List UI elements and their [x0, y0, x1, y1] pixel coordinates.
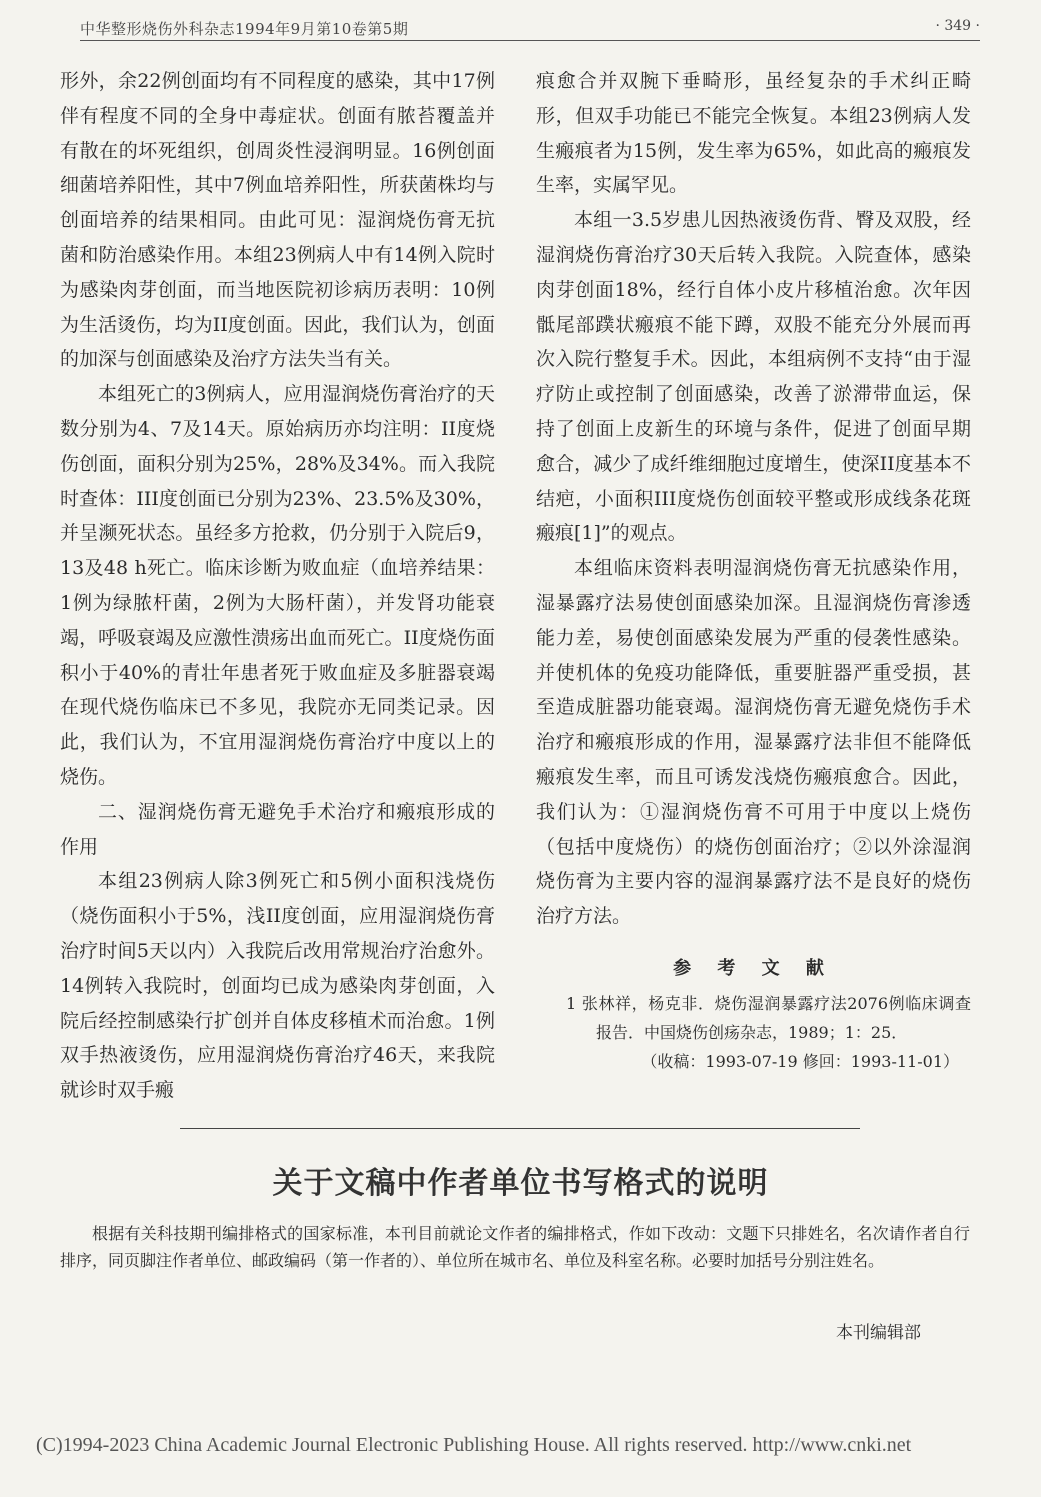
editorial-signature: 本刊编辑部 — [836, 1323, 921, 1343]
journal-citation: 中华整形烧伤外科杂志1994年9月第10卷第5期 — [80, 20, 409, 38]
right-column — [536, 64, 971, 1076]
reference-1: 1 张林祥，杨克非．烧伤湿润暴露疗法2076例临床调查报告．中国烧伤创疡杂志，1989；1：25． — [566, 993, 971, 1042]
notice-title: 关于文稿中作者单位书写格式的说明 — [272, 1166, 769, 1201]
left-column — [60, 64, 495, 1108]
left-paragraph-1: 形外，余22例创面均有不同程度的感染，其中17例伴有程度不同的全身中毒症状。创面有脓苔覆盖并有散在的坏死组织，创周炎性浸润明显。16例创面细菌培养阳性，其中7例血培养阳性，所获菌株均与创面培养的结果相同。由此可见：湿润烧伤膏无抗菌和防治感染作用。本组23例病人中有14例入院时为感染肉芽创面，而当地医院初诊病历表明：10例为生活烫伤，均为II度创面。因此，我们认为，创面的加深与创面感染及治疗方法失当有关。 — [60, 70, 495, 371]
header-rule — [80, 40, 980, 41]
right-paragraph-1: 痕愈合并双腕下垂畸形，虽经复杂的手术纠正畸形，但双手功能已不能完全恢复。本组23例病人发生瘢痕者为15例，发生率为65%，如此高的瘢痕发生率，实属罕见。 — [536, 70, 971, 197]
references-title: 参 考 文 献 — [673, 957, 834, 979]
left-paragraph-3: 本组23例病人除3例死亡和5例小面积浅烧伤（烧伤面积小于5%，浅II度创面，应用湿润烧伤膏治疗时间5天以内）入我院后改用常规治疗治愈外。14例转入我院时，创面均已成为感染肉芽创面，入院后经控制感染行扩创并自体皮移植术而治愈。1例双手热液烫伤，应用湿润烧伤膏治疗46天，来我院就诊时双手瘢 — [60, 870, 495, 1102]
section-heading: 二、湿润烧伤膏无避免手术治疗和瘢痕形成的作用 — [60, 800, 495, 858]
section-separator — [180, 1128, 860, 1129]
running-header — [80, 14, 980, 40]
notice-body: 根据有关科技期刊编排格式的国家标准，本刊目前就论文作者的编排格式，作如下改动：文题下只排姓名，名次请作者自行排序，同页脚注作者单位、邮政编码（第一作者的）、单位所在城市名、单位及科室名称。必要时加括号分别注姓名。 — [60, 1224, 970, 1270]
received-revised-dates: （收稿：1993-07-19 修回：1993-11-01） — [641, 1051, 959, 1071]
right-paragraph-3: 本组临床资料表明湿润烧伤膏无抗感染作用，湿暴露疗法易使创面感染加深。且湿润烧伤膏渗透能力差，易使创面感染发展为严重的侵袭性感染。并使机体的免疫功能降低，重要脏器严重受损，甚至造成脏器功能衰竭。湿润烧伤膏无避免烧伤手术治疗和瘢痕形成的作用，湿暴露疗法非但不能降低瘢痕发生率，而且可诱发浅烧伤瘢痕愈合。因此，我们认为：①湿润烧伤膏不可用于中度以上烧伤（包括中度烧伤）的烧伤创面治疗；②以外涂湿润烧伤膏为主要内容的湿润暴露疗法不是良好的烧伤治疗方法。 — [536, 557, 971, 928]
page-number: · 349 · — [935, 18, 980, 34]
left-paragraph-2: 本组死亡的3例病人，应用湿润烧伤膏治疗的天数分别为4、7及14天。原始病历亦均注明：II度烧伤创面，面积分别为25%，28%及34%。而入我院时查体：III度创面已分别为23%、23.5%及30%，并呈濒死状态。虽经多方抢救，仍分别于入院后9，13及48 h死亡。临床诊断为败血症（血培养结果：1例为绿脓杆菌，2例为大肠杆菌），并发肾功能衰竭，呼吸衰竭及应激性溃疡出血而死亡。II度烧伤面积小于40%的青壮年患者死于败血症及多脏器衰竭在现代烧伤临床已不多见，我院亦无同类记录。因此，我们认为，不宜用湿润烧伤膏治疗中度以上的烧伤。 — [60, 383, 495, 788]
right-paragraph-2: 本组一3.5岁患儿因热液烫伤背、臀及双股，经湿润烧伤膏治疗30天后转入我院。入院查体，感染肉芽创面18%，经行自体小皮片移植治愈。次年因骶尾部蹼状瘢痕不能下蹲，双股不能充分外展而再次入院行整复手术。因此，本组病例不支持“由于湿疗防止或控制了创面感染，改善了淤滞带血运，保持了创面上皮新生的环境与条件，促进了创面早期愈合，减少了成纤维细胞过度增生，使深II度基本不结疤，小面积III度烧伤创面较平整或形成线条花斑瘢痕[1]”的观点。 — [536, 209, 971, 545]
copyright-footer: (C)1994-2023 China Academic Journal Electronic Publishing House. All rights reserved. http://www.cnki.net — [36, 1434, 912, 1456]
